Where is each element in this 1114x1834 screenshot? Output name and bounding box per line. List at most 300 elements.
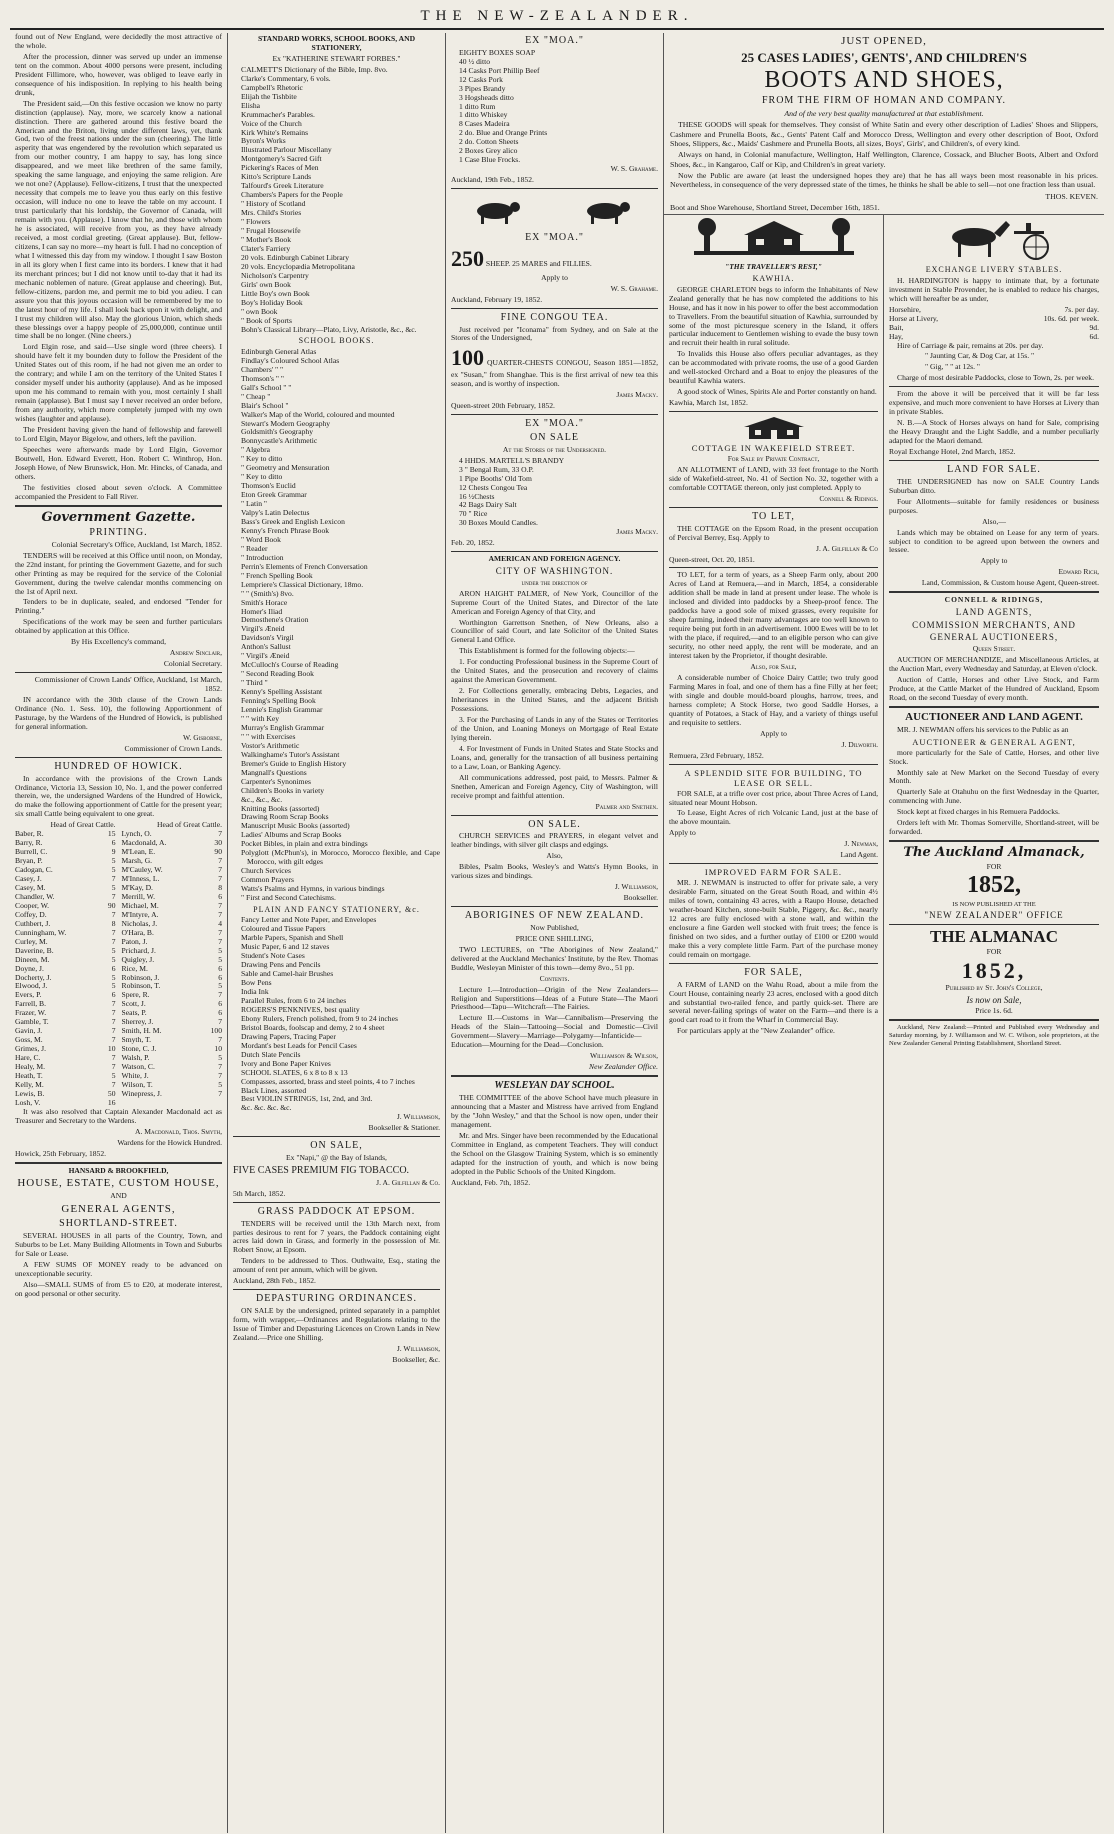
school-book-item: " Second Reading Book (241, 669, 314, 679)
school-book-item: McCulloch's Course of Reading (241, 660, 339, 670)
school-book-item: Chambers' " " (241, 364, 284, 374)
cattle-row-value: 10 (214, 1044, 222, 1054)
school-book-item: Bonnycastle's Arithmetic (241, 436, 318, 446)
rate-row (889, 315, 1099, 324)
cattle-row-label: Curley, M. (15, 936, 48, 946)
columns-4-5-body (664, 215, 1104, 1833)
cattle-row-label: Burrell, C. (15, 847, 48, 857)
divider (451, 308, 658, 309)
school-list (233, 348, 440, 903)
site-body: To Lease, Eight Acres of rich Volcanic Land, just at the base of the above mountain. (669, 808, 878, 827)
almanack-office: "NEW ZEALANDER" OFFICE (924, 910, 1064, 921)
school-book-item: " Virgil's Æneid (241, 651, 290, 661)
hire-line: Hire of Carriage & pair, remains at 20s. per day. (897, 340, 1044, 350)
rate-row-value: 10s. 6d. per week. (1043, 313, 1099, 323)
books-list (233, 66, 440, 335)
book-item: Elisha (241, 100, 260, 110)
moa-item: EIGHTY BOXES SOAP (459, 47, 536, 57)
school-book-item: " Key to ditto (241, 472, 283, 482)
article-para: Speeches were afterwards made by Lord Elgin, Governor Boutwell, Hon. Edward Everett, Hon. Robert C. Winthrop, Hon. Joseph Howe, of New Brunswick, Hon. Mr. Hincks, of Canada, and others. (15, 444, 222, 481)
cattle-row-value: 7 (111, 1008, 116, 1018)
cattle-row-label: Cuthbert, J. (15, 918, 51, 928)
cattle-row-label: White, J. (121, 1071, 149, 1080)
signature: Williamson & Wilson, (589, 1051, 658, 1061)
date-line: Auckland, 19th Feb., 1852. (451, 175, 534, 185)
columns (10, 33, 1104, 1833)
cattle-row-value: 16 (107, 1097, 116, 1107)
cattle-row-label: Robinson, J. (121, 972, 160, 982)
signature: J. Williamson, (396, 1343, 440, 1353)
divider (15, 672, 222, 673)
date-line: Queen-street 20th February, 1852. (451, 401, 555, 411)
connell-line: GENERAL AUCTIONEERS, (929, 632, 1059, 643)
connell-body: Auction of Cattle, Horses and other Live Stock, and Farm Produce, at the Cattle Market of the Hundred of Auckland, Epsom Road, on the second Tuesday of every month. (889, 674, 1099, 702)
church-body: Bibles, Psalm Books, Wesley's and Watts's Hymn Books, in various sizes and bindings. (451, 862, 658, 881)
land-body: THE UNDERSIGNED has now on SALE Country Lands Suburban ditto. (889, 476, 1099, 495)
american-city: CITY OF WASHINGTON. (495, 566, 614, 577)
rate-row-value: 7s. per day. (1064, 304, 1099, 314)
date-line: Auckland, February 19, 1852. (451, 294, 543, 304)
farm-body: TO LET, for a term of years, as a Sheep Farm only, about 200 Acres of Land at Remuera,—and in March, 1854, a considerable addition shall be made in land at present under lease. The whole is inclosed and divided into paddocks by a Sheep-proof fence. The paddocks have a good sole of mixed grasses, every requisite for sheep farming, indeed their many advantages are too well known to require being put forth in an advertisement. 1000 Ewes will be to let with the place, if required,—and to an eligible person who can give security, no other need apply, the rent will be moderate, and an interest taken by the Proprietor, if thought desirable. (669, 570, 878, 661)
school-book-item: Church Services (241, 866, 291, 876)
divider (451, 815, 658, 816)
school-book-item: " French Spelling Book (241, 570, 313, 580)
book-item: " History of Scotland (241, 199, 306, 209)
boots-quality: And of the very best quality manufactured at that establishment. (784, 108, 984, 118)
school-book-item: Walker's Map of the World, coloured and mounted (241, 409, 395, 419)
hansard-and: AND (110, 1191, 127, 1201)
printing-body: TENDERS will be received at this Office until noon, on Monday, the 22nd instant, for printing the Government Gazette, and for such other Printing as may be required for the service of the Colonial Government, during the twelve calendar months commencing on the 1st of April next. (15, 550, 222, 596)
stationery-item: ROGERS'S PENKNIVES, best quality (241, 1004, 360, 1014)
cattle-row-value: 7 (111, 891, 116, 901)
school-book-item: " " with Key (241, 713, 280, 723)
signature: W. S. Grahame. (610, 164, 658, 174)
moa-item: 2 do. Cotton Sheets (459, 137, 519, 147)
school-book-item: " Third " (241, 678, 268, 688)
hansard-body: Also—SMALL SUMS of from £5 to £20, at moderate interest, on good personal or other security. (15, 1279, 222, 1298)
american-body: 3. For the Purchasing of Lands in any of the States or Territories of the Union, and Loaning Moneys on Mortgage of Real Estate lying therein. (451, 715, 658, 742)
moa-item: 2 Boxes Grey alico (459, 146, 518, 156)
cattle-row-label: Wilson, T. (121, 1079, 153, 1089)
rate-row-value: 6d. (1089, 331, 1099, 341)
moa-item: 16 ½Chests (459, 491, 495, 501)
cattle-row-value: 7 (218, 874, 222, 884)
school-book-item: Mangnall's Questions (241, 767, 307, 777)
site-apply: Apply to (669, 828, 696, 838)
school-book-item: Anthon's Sallust (241, 642, 291, 652)
cattle-row-value: 7 (111, 1035, 116, 1045)
printing-body: Tenders to be in duplicate, sealed, and endorsed "Tender for Printing." (15, 597, 222, 616)
hansard-title-2: GENERAL AGENTS, (61, 1203, 176, 1216)
divider (15, 757, 222, 758)
farm-apply: Apply to (760, 728, 787, 738)
school-book-item: Pocket Bibles, in plain and extra bindings (241, 839, 368, 849)
auctioneer-heading: AUCTIONEER AND LAND AGENT. (905, 710, 1083, 723)
american-under: under the direction of (521, 577, 588, 587)
cattle-row-value: 90 (107, 900, 116, 910)
land-heading: LAND FOR SALE. (947, 464, 1041, 475)
cattle-row-label: Grimes, J. (15, 1044, 47, 1054)
book-item: Krummacher's Parables. (241, 109, 315, 119)
cattle-row-value: 6 (218, 1008, 222, 1018)
tolet-heading: TO LET, (752, 510, 795, 522)
rate-row-value: 9d. (1089, 322, 1099, 332)
boots-firm: FROM THE FIRM OF HOMAN AND COMPANY. (761, 94, 1007, 106)
cattle-row-value: 8 (111, 918, 116, 928)
school-book-item: Homer's Iliad (241, 606, 283, 616)
stables-heading: EXCHANGE LIVERY STABLES. (925, 265, 1063, 275)
onsale-ship: Ex "Napi," @ the Bay of Islands, (286, 1153, 387, 1163)
divider (669, 764, 878, 765)
cattle-row-label: Casey, J. (15, 874, 42, 884)
almanack-for: FOR (986, 861, 1002, 871)
moa-items-3 (451, 457, 658, 529)
cattle-row-value: 5 (111, 856, 116, 866)
cattle-row-value: 15 (107, 829, 116, 839)
land-body: Lands which may be obtained on Lease for any term of years. subject to condition to be agreed upon between the owners and lessee. (889, 527, 1099, 555)
moa-item: 1 ditto Whiskey (459, 110, 508, 120)
rate-row-label: Bait, (889, 322, 904, 332)
moa-item: 3 Pipes Brandy (459, 83, 506, 93)
cattle-row-value: 7 (111, 936, 116, 946)
cattle-row-label: Kelly, M. (15, 1079, 44, 1089)
hansard-body: SEVERAL HOUSES in all parts of the Country, Town, and Suburbs to be Let. Many Building Allotments in Town and Suburbs for Sale or Lease. (15, 1231, 222, 1259)
american-heading: AMERICAN AND FOREIGN AGENCY. (488, 554, 621, 564)
moa-item: 70 " Rice (459, 509, 488, 519)
cattle-row-label: Gamble, T. (15, 1017, 49, 1027)
cattle-row-label: Frazer, W. (15, 1008, 47, 1018)
school-book-item: Children's Books in variety (241, 785, 324, 795)
divider (15, 1162, 222, 1164)
cattle-row-label: Macdonald, A. (121, 838, 167, 848)
church-also: Also, (546, 851, 563, 861)
divider (233, 1289, 440, 1290)
moa-item: 2 do. Blue and Orange Prints (459, 128, 548, 138)
school-book-item: Vostor's Arithmetic (241, 740, 300, 750)
stables-body: H. HARDINGTON is happy to intimate that, by a fortunate investment in Stable Provender, he is enabled to reduce his charges, which will hereafter be as under, (889, 275, 1099, 303)
signature: W. Gisborne, (182, 732, 222, 742)
stationery-item: Compasses, assorted, brass and steel points, 4 to 7 inches (241, 1076, 415, 1086)
signature: THOS. KEVEN. (1045, 191, 1098, 201)
cattle-row-label: Cooper, W. (15, 900, 50, 910)
almanack-heading: The Auckland Almanack, (903, 845, 1085, 861)
school-book-item: Blair's School " (241, 400, 289, 410)
cattle-row-value: 7 (218, 865, 222, 875)
signature: J. Newman, (844, 839, 878, 849)
moa-item: 30 Boxes Mould Candles. (459, 518, 538, 528)
cattle-row-value: 6 (111, 963, 116, 973)
cattle-row-value: 5 (111, 954, 116, 964)
cattle-row-value: 8 (218, 882, 222, 892)
school-book-item: Perrin's Elements of French Conversation (241, 561, 368, 571)
printing-heading: PRINTING. (89, 526, 148, 538)
school-book-item: Polyglott (McPhun's), in Morocco, Morocco flexible, and Cape Morocco, with gilt edges (241, 848, 440, 867)
school-book-item: Virgil's Æneid (241, 624, 285, 634)
boots-body: THESE GOODS will speak for themselves. They consist of White Satin and every other description of Ladies' Shoes and Slippers, Cashmere and Prunella Boots, &c., Gents' Patent Calf and Morocco Dress, Wellington and every other description of Boot, Oxford Shoes, Slippers, &c., Maids' Cashmere and Prunella Boots, all sizes, Boys', Girls', and Children's, of every kind. (670, 120, 1098, 148)
aborigines-heading: ABORIGINES OF NEW ZEALAND. (464, 910, 645, 922)
cattle-row-value: 6 (218, 972, 222, 982)
stables-nb: N. B.—A Stock of Horses always on hand for Sale, comprising the Heavy Draught and the Light Saddle, and a number peculiarly adapted for the Maori demand. (889, 418, 1099, 446)
date-line: Queen-street, Oct. 20, 1851. (669, 554, 755, 564)
cattle-row-value: 7 (111, 874, 116, 884)
cattle-row-value: 5 (218, 945, 222, 955)
auctioneer-body: Quarterly Sale at Otahuhu on the first Wednesday in the Quarter, commencing with June. (889, 787, 1099, 806)
cattle-row-label: Spere, R. (121, 990, 150, 1000)
article-para: The festivities closed about seven o'clock. A Committee accompanied the President to Fall River. (15, 482, 222, 501)
cottage-heading: COTTAGE IN WAKEFIELD STREET. (691, 443, 856, 454)
cattle-row-value: 7 (218, 1035, 222, 1045)
signature: J. Williamson, (396, 1112, 440, 1122)
church-heading: ON SALE. (528, 818, 581, 830)
horse-carriage-icon (914, 217, 1074, 263)
date-line: Feb. 20, 1852. (451, 538, 495, 548)
book-item: Bohn's Classical Library—Plato, Livy, Aristotle, &c., &c. (241, 324, 417, 334)
school-book-item: Thomson's " " (241, 373, 285, 383)
stationery-list (233, 916, 440, 1113)
book-item: " own Book (241, 306, 278, 316)
cattle-row-label: M'Kay, D. (121, 882, 153, 892)
tea-number: 100 (451, 345, 484, 371)
book-item: " Mother's Book (241, 234, 292, 244)
cattle-row-label: Lewis, B. (15, 1088, 45, 1098)
howick-resolved: It was also resolved that Captain Alexander Macdonald act as Treasurer and Secretary to the Wardens. (15, 1106, 222, 1125)
boots-body: Now the Public are aware (at least the undersigned hopes they are) that he has all ways been most reasonable in his prices. Nevertheless, in consequence of the very depressed state of the times, he thinks he shall be able to sell—not one fraction less than usual. (670, 171, 1098, 190)
rate-row-label: Horse at Livery, (889, 313, 939, 323)
wahu-heading: FOR SALE, (744, 966, 803, 978)
divider (451, 188, 658, 189)
school-book-item: Gall's School " " (241, 382, 292, 392)
school-book-item: Murray's English Grammar (241, 722, 325, 732)
date-line: Kawhia, March 1st, 1852. (669, 398, 748, 408)
cattle-row-value: 100 (210, 1026, 222, 1036)
school-book-item: Stewart's Modern Geography (241, 418, 331, 428)
connell-line: COMMISSION MERCHANTS, AND (912, 619, 1076, 630)
school-book-item: Davidson's Virgil (241, 633, 294, 643)
cattle-row-value: 7 (111, 927, 116, 937)
cattle-row-value: 7 (111, 1053, 116, 1063)
cattle-row-value: 6 (218, 891, 222, 901)
aborigines-lecture: Lecture II.—Customs in War—Cannibalism—Preserving the Heads of the Slain—Tattooing—Social and Domestic—Civil Government—Slavery—Marriage—Polygamy—Infanticide—Education—Mourning for the Dead—Conclusion. (451, 1013, 658, 1050)
command-line: By His Excellency's command, (70, 637, 166, 647)
stationery-item: Dutch Slate Pencils (241, 1049, 301, 1059)
inn-icon (674, 217, 874, 261)
tea-body: Just received per "Iconama" from Sydney, and on Sale at the Stores of the Undersigned, (451, 324, 658, 343)
cattle-row-label: Walsh, P. (121, 1053, 150, 1063)
auctioneer-title: AUCTIONEER & GENERAL AGENT, (912, 736, 1076, 747)
land-body: Four Allotments—suitable for family residences or business purposes. (889, 496, 1099, 515)
moa-items (451, 49, 658, 165)
cattle-row-value: 5 (111, 945, 116, 955)
wesleyan-body: Mr. and Mrs. Singer have been recommended by the Educational Committee in England, as competent Teachers. They will conduct the School on the Glasgow Training System, which is so eminently adapted for the instruction of youth, and which is now being adopted in the Public Schools of the United Kingdom. (451, 1130, 658, 1176)
stationery-item: Best VIOLIN STRINGS, 1st, 2nd, and 3rd. (241, 1094, 373, 1104)
cattle-row-label: Docherty, J. (15, 972, 52, 982)
cattle-row-value: 7 (111, 1017, 116, 1027)
cattle-row-label: Smyth, T. (121, 1035, 151, 1045)
cattle-row-value: 5 (218, 1079, 222, 1089)
cattle-row-label: Marsh, G. (121, 856, 153, 866)
article-para: Lord Elgin rose, and said—Use single word (three cheers). I should have felt it my bounden duty to follow the President of the United States out of this room, if he had not given me an order to the contrary; and while I am on the territory of the United States I consider myself under his authority (applause). And as he imposed upon me his command to remain with you, most certainly I shall remain (applause). But I must say I never received an order before, from any authority, which more completely jumped with my own wishes (laughter and applause). (15, 342, 222, 424)
book-item: Boy's Holiday Book (241, 297, 303, 307)
stationery-item: Fancy Letter and Note Paper, and Envelopes (241, 915, 377, 925)
boots-cases: 25 CASES LADIES', GENTS', AND CHILDREN'S (741, 50, 1027, 66)
tolet-body: THE COTTAGE on the Epsom Road, in the present occupation of Percival Berrey, Esq. Apply to (669, 523, 878, 542)
divider (451, 906, 658, 907)
cattle-row-value: 90 (214, 847, 222, 857)
date-line: Auckland, 28th Feb., 1852. (233, 1276, 316, 1286)
moa-heading-3: EX "MOA." (525, 418, 584, 430)
cattle-row-label: M'Cauley, W. (121, 865, 163, 875)
stationery-item: Drawing Papers, Tracing Paper (241, 1031, 336, 1041)
almanac-sale: Is now on Sale, (966, 994, 1022, 1005)
column-4 (664, 215, 884, 1833)
cattle-row-value: 5 (111, 865, 116, 875)
signature: J. A. Gilfillan & Co. (376, 1177, 440, 1187)
article-para: After the procession, dinner was served up under an immense tent on the common. About 4000 persons were present, including President Fillimore, who, however, was obliged to leave early in consequence of his indisposition. In replying to his health being drunk, (15, 51, 222, 97)
school-book-item: Eton Greek Grammar (241, 490, 307, 500)
divider (669, 411, 878, 412)
depast-heading: DEPASTURING ORDINANCES. (256, 1293, 417, 1305)
american-body: Worthington Garrettson Snethen, of New Orleans, also a Councillor of said Court, and late Solicitor of the United States General Land Office. (451, 617, 658, 645)
date-line: Royal Exchange Hotel, 2nd March, 1852. (889, 447, 1016, 457)
almanack-year: 1852, (967, 872, 1021, 899)
cattle-row-label: M'Lean, E. (121, 847, 156, 857)
signature-title: Wardens for the Howick Hundred. (117, 1137, 222, 1147)
article-para: The President said,—On this festive occasion we know no party distinction (applause). Nay, more, we scarcely know a national distinction. There are gathered around this festive board the American and the Briton, living under different laws, yet, thank God, two of the freest nations under the sun (cheering). The little asperity that was engendered by the revolution which separated us from our mother country, I am happy to say, has long since disappeared, and we meet like brethren of the same family, speaking the same language, and enjoying the same religion. Are we not one? (Applause). Fellow-citizens, I trust that the unexpected necessity that compels me to leave you thus early on this festive occasion, will induce no one to leave the table on my account. I trust particularly that his lordship, the Governor of Canada, will remain with you. (Applause). I know that he, and those with whom he is associated, will receive from you, as they have already received, a most cordial greeting. (Great applause). But, fellow-citizens, I can say no more—my heart is full. I had no conception of what I witnessed this day from my window. I thought I saw Boston in all its glory when I first came into its borders. I knew that it had its merchant princes; but I did not know until to-day that it had its mechanic noblemen of nature. (Great applause and cheering). But, fellow-citizens, pardon me, and permit me to bid you adieu. I can assure you that this joyous occasion will be remembered by me to the latest hour of my life. I shall look back upon it with delight, and I trust my children will also. May the glorious Union, which sheds these blessings over a happy people of 25,000,000, continue until time shall be no longer. (Nine cheers.) (15, 98, 222, 341)
book-item: 20 vols. Encyclopædia Metropolitana (241, 261, 355, 271)
land-also: Also,— (982, 516, 1006, 526)
cattle-row-label: Merrill, W. (121, 891, 156, 901)
book-item: Nicholson's Carpentry (241, 270, 309, 280)
cattle-row-label: Scott, J. (121, 999, 146, 1009)
american-body: 2. For Collections generally, embracing Debts, Legacies, and Inheritances in the United States, and the adjacent British Possessions. (451, 686, 658, 714)
masthead: THE NEW-ZEALANDER. (10, 6, 1104, 30)
stables-note: From the above it will be perceived that it will be far less expensive, and much more convenient to have Horses at Livery than in private Stables. (889, 389, 1099, 417)
school-book-item: " Key to ditto (241, 454, 283, 464)
moa-item: 42 Bags Dairy Salt (459, 500, 517, 510)
sheep-text: SHEEP. 25 MARES and FILLIES. (485, 258, 592, 268)
book-item: " Frugal Housewife (241, 226, 301, 236)
cattle-row-label: Doyne, J. (15, 963, 44, 973)
howick-body: In accordance with the provisions of the Crown Lands Ordinance, Victoria 13, Session 10, No. 1, and the power conferred therein, we, the undersigned Wardens of the Hundred of Howick, do make the following apportionment of Cattle for the present year; six small Cattle being equivalent to one great. (15, 773, 222, 819)
site-body: FOR SALE, at a trifle over cost price, about Three Acres of Land, situated near Mount Hobson. (669, 788, 878, 807)
book-item: Voice of the Church (241, 118, 302, 128)
cattle-row-value: 7 (111, 909, 116, 919)
aborigines-published: Now Published, (530, 922, 579, 932)
signature: J. Dilworth. (841, 739, 878, 749)
divider (233, 1136, 440, 1137)
farm-also: Also, for Sale, (750, 662, 797, 671)
auctioneer-body: Monthly sale at New Market on the Second Tuesday of every Month. (889, 767, 1099, 786)
school-book-item: Bremer's Guide to English History (241, 758, 347, 768)
stationery-item: Drawing Pens and Pencils (241, 960, 321, 970)
school-book-item: Manuscript Music Books (assorted) (241, 821, 350, 831)
office-line: Colonial Secretary's Office, Auckland, 1st March, 1852. (51, 539, 222, 549)
school-book-item: " Introduction (241, 552, 284, 562)
cattle-row-value: 7 (218, 856, 222, 866)
moa-item: 12 Casks Pork (459, 74, 503, 84)
book-item: 20 vols. Edinburgh Cabinet Library (241, 252, 350, 262)
cattle-row-value: 5 (218, 981, 222, 991)
school-book-item: " Cheap " (241, 391, 271, 401)
cattle-table (15, 821, 222, 1108)
school-book-item: " Word Book (241, 534, 281, 544)
depast-body: ON SALE by the undersigned, printed separately in a pamphlet form, with wrapper,—Ordinances and Regulations relating to the Issue of Timber and Depasturing Licences on Crown Lands in New Zealand.—Price one Shilling. (233, 1306, 440, 1342)
almanac-price: Price 1s. 6d. (975, 1006, 1013, 1016)
stationery-item: Mordant's best Leads for Pencil Cases (241, 1040, 357, 1050)
cattle-row-label: Smith, H. M. (121, 1026, 162, 1036)
book-item: Chambers's Papers for the People (241, 190, 343, 200)
rate-row-label: Hay, (889, 331, 904, 341)
book-item: Clarke's Commentary, 6 vols. (241, 73, 331, 83)
book-item: Clater's Farriery (241, 243, 291, 253)
divider (669, 863, 878, 864)
moa-item: 40 ½ ditto (459, 56, 491, 66)
cattle-row-value: 6 (218, 963, 222, 973)
cattle-row-label: Winepress, J. (121, 1088, 162, 1098)
signature-title: Land Agent. (840, 850, 878, 860)
cattle-row-label: Robinson, T. (121, 981, 161, 991)
book-item: Girls' own Book (241, 279, 291, 289)
cattle-row-label: Watson, C. (121, 1062, 155, 1072)
column-1 (10, 33, 228, 1833)
cattle-row-value: 7 (111, 1062, 116, 1072)
school-book-item: Edinburgh General Atlas (241, 346, 317, 356)
cattle-row-label: Nicholas, J. (121, 918, 158, 928)
school-book-item: " Geometry and Mensuration (241, 463, 330, 473)
stationery-item: Coloured and Tissue Papers (241, 924, 326, 934)
onsale-heading: ON SALE, (310, 1140, 363, 1152)
wahu-body: For particulars apply at the "New Zealander" office. (677, 1026, 835, 1036)
cattle-row-value: 50 (107, 1088, 116, 1098)
inn-heading: "THE TRAVELLER'S REST," (725, 262, 822, 272)
hansard-street: SHORTLAND-STREET. (59, 1218, 178, 1230)
signature: A. Macdonald, Thos. Smyth, (134, 1126, 222, 1136)
books-heading: STANDARD WORKS, SCHOOL BOOKS, AND STATIONERY, (257, 34, 416, 52)
book-item: " Flowers (241, 217, 271, 227)
aborigines-contents: Contents. (539, 973, 570, 983)
boots-address: Boot and Shoe Warehouse, Shortland Street, December 16th, 1851. (670, 203, 880, 213)
stationery-item: Bow Pens (241, 978, 272, 988)
sheep-number: 250 (451, 245, 484, 271)
crown-body: IN accordance with the 30th clause of the Crown Lands Ordinance (No. 1. Sess. 10), the following Apportionment of Pasturage, by the Wardens of the Hundred of Howick, is published for general information. (15, 695, 222, 731)
land-apply: Apply to (980, 556, 1008, 566)
connell-line: LAND AGENTS, (955, 607, 1033, 618)
table-header: Head of Great Cattle. (50, 820, 116, 830)
printing-body: Specifications of the work may be seen and further particulars obtained by application at this Office. (15, 617, 222, 636)
almanac-for: FOR (986, 946, 1002, 956)
moa-item: 1 Pipe Booths' Old Tom (459, 473, 532, 483)
stationery-item: Parallel Rules, from 6 to 24 inches (241, 996, 347, 1005)
cattle-row-label: Bryan, P. (15, 856, 43, 866)
divider (451, 414, 658, 415)
signature-title: Bookseller & Stationer. (368, 1123, 440, 1133)
paddock-line: Charge of most desirable Paddocks, close to Town, 2s. per week. (897, 373, 1095, 383)
article-intro: found out of New England, were decidedly the most attractive of the whole. (15, 33, 222, 50)
moa-item: 12 Chests Congou Tea (459, 482, 528, 492)
cattle-row-label: Healy, M. (15, 1062, 46, 1072)
divider (669, 963, 878, 964)
school-book-item: Walkinghame's Tutor's Assistant (241, 749, 340, 759)
inn-body: A good stock of Wines, Spirits Ale and Porter constantly on hand. (677, 387, 877, 397)
school-book-item: " Algebra (241, 445, 271, 455)
school-book-item: Valpy's Latin Delectus (241, 508, 310, 518)
almanac-pub: Published by St. John's College, (945, 982, 1043, 992)
wesleyan-body: THE COMMITTEE of the above School have much pleasure in announcing that a Master and Mistress have arrived from England by the "John Wesley," and that the School is now open, under their management. (451, 1092, 658, 1129)
cottage-sub: For Sale by Private Contract, (727, 454, 820, 464)
aborigines-lecture: Lecture I.—Introduction—Origin of the New Zealanders—Religion and Superstitions—Ideas of a Future State—The Maori Priesthood—Tapu—Witchcraft—The Fairies. (451, 984, 658, 1012)
cattle-row-value: 5 (111, 882, 116, 892)
signature: James Macky. (616, 390, 658, 400)
